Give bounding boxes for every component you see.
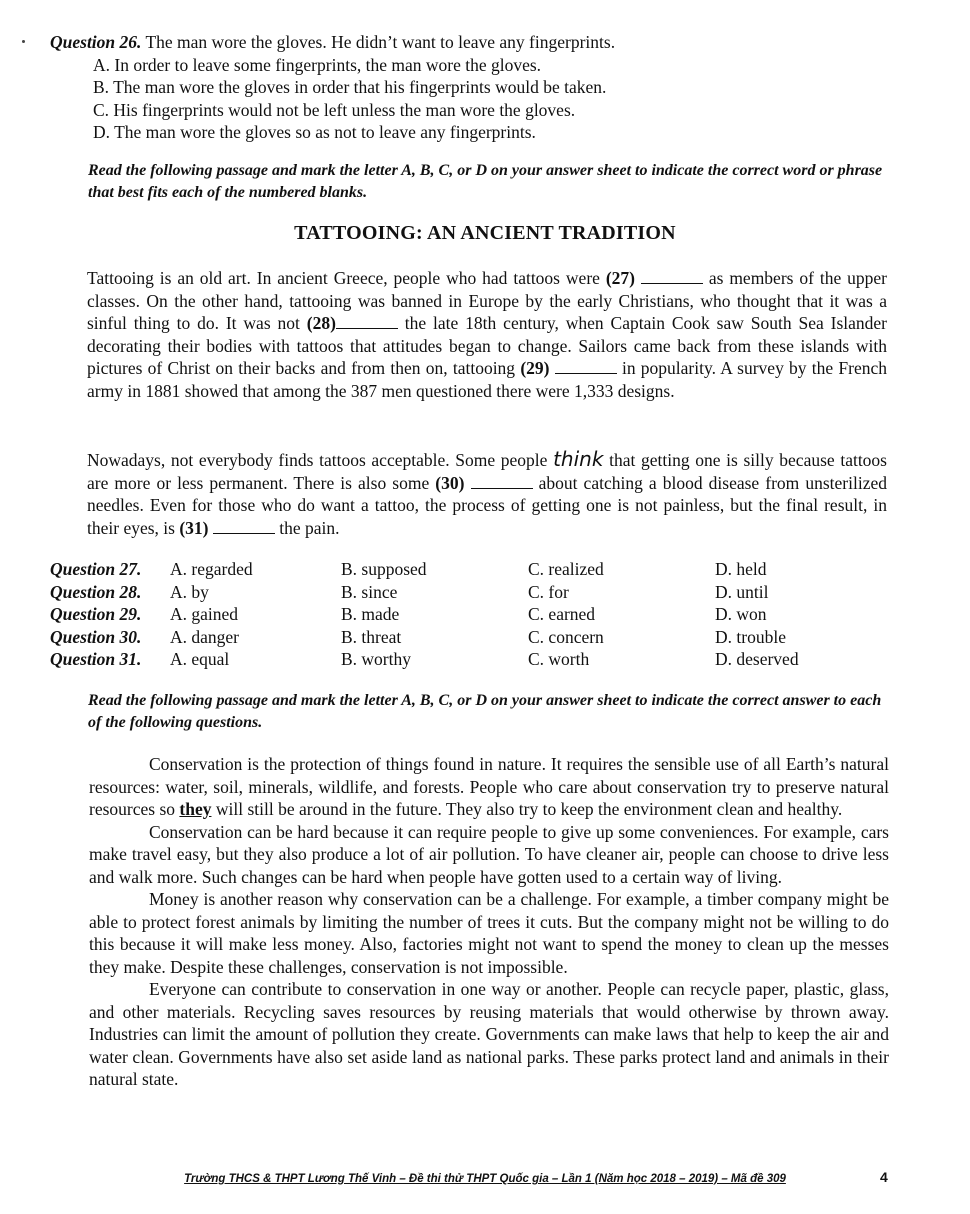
text-run: Tattooing is an old art. In ancient Greece, people who had tattoos were: [87, 268, 606, 288]
question-label: Question 28.: [50, 581, 142, 602]
option-a: A. gained: [170, 604, 239, 625]
passage-2-paragraph-4: Everyone can contribute to conservation in one way or another. People can recycle paper, plastic, glass, and other materials. Recycling saves resources by reusing materials that would otherwise by thrown away. Industries can limit the amount of pollution they create. Governments can make laws that help to keep the air and water clean. Governments have also set aside land as national parks. These parks protect land and animals in their natural state.: [89, 979, 889, 1089]
option-a: A. danger: [170, 626, 240, 647]
option-c: C. concern: [528, 626, 604, 647]
blank-number-27: (27): [605, 268, 635, 288]
question-26-text: The man wore the gloves. He didn’t want to leave any fingerprints.: [141, 32, 616, 52]
blank-number-31: (31): [179, 517, 209, 538]
blank-29: [555, 359, 617, 374]
text-run: about catching a blood disease from unsterilized needles. Even for those who do want a tattoo, the process of getting one is not painless, but the final result, in their eyes, is: [87, 472, 887, 538]
blank-number-29: (29): [520, 358, 550, 378]
option-b: B. since: [341, 581, 398, 602]
answer-row: [50, 603, 835, 626]
blank-31: [213, 519, 275, 534]
option-d: D. until: [715, 581, 769, 602]
passage-1-paragraph-1: [87, 267, 887, 402]
blank-30: [471, 474, 533, 489]
text-run: as members of the upper classes. On the other hand, tattooing was banned in Europe by the early Christians, who thought that it was a sinful thing to do. It was not: [87, 268, 888, 333]
passage-title: TATTOOING: AN ANCIENT TRADITION: [294, 222, 676, 244]
blank-number-30: (30): [435, 472, 465, 493]
text-run: will still be around in the future. They also try to keep the environment clean and healthy.: [211, 799, 843, 819]
option-d: D. held: [715, 559, 767, 579]
instruction-reading: Read the following passage and mark the letter A, B, C, or D on your answer sheet to indicate the correct answer to each of the following questions.: [88, 692, 882, 731]
instruction-cloze: Read the following passage and mark the letter A, B, C, or D on your answer sheet to indicate the correct word or phrase that best fits each of the numbered blanks.: [88, 162, 883, 201]
page-footer: Trường THCS & THPT Lương Thế Vinh – Đề thi thử THPT Quốc gia – Lần 1 (Năm học 2018 – 2019) – Mã đề 309: [184, 1173, 786, 1185]
text-run: the late 18th century, when Captain Cook saw South Sea Islander decorating their bodies with tattoos that attitudes began to change. Sailors came back from these islands with pictures of Christ on their backs and from then on, tattooing: [87, 313, 887, 378]
option-b: B. worthy: [341, 649, 411, 670]
blank-27: [641, 269, 703, 284]
question-26-label: Question 26.: [50, 32, 142, 52]
question-label: Question 29.: [50, 604, 142, 625]
question-26-stem: [50, 31, 920, 54]
passage-1-paragraph-2: [87, 448, 887, 539]
option-b: B. threat: [341, 626, 402, 647]
option-c: C. worth: [528, 649, 590, 670]
blank-number-28: (28): [306, 313, 336, 333]
question-label: Question 31.: [50, 649, 142, 670]
handwritten-word: think: [553, 447, 604, 471]
option-d: D. won: [715, 604, 767, 625]
option-d: D. trouble: [715, 626, 786, 647]
answer-row: [50, 581, 835, 604]
question-26: [50, 31, 920, 144]
option-d: D. deserved: [715, 649, 799, 670]
option-a: A. by: [170, 581, 209, 602]
passage-2: [89, 753, 889, 1091]
text-run: that getting one is silly because tattoos are more or less permanent. There is also some: [87, 450, 887, 493]
question-26-option-b: B. The man wore the gloves in order that his fingerprints would be taken.: [93, 77, 607, 97]
scan-speck: [22, 40, 25, 43]
option-a: A. regarded: [170, 559, 253, 579]
text-run: Conservation is the protection of things found in nature. It requires the sensible use of all Earth’s natural resources: water, soil, minerals, wildlife, and forests. People who care about conservation try to preserve natural resources so: [89, 754, 889, 819]
option-b: B. supposed: [341, 559, 427, 579]
answer-options-table: [50, 558, 835, 671]
answer-row: [50, 648, 835, 671]
passage-2-paragraph-2: Conservation can be hard because it can require people to give up some conveniences. For example, cars make travel easy, but they also produce a lot of air pollution. To have cleaner air, people can choose to drive less and walk more. Such changes can be hard when people have gotten used to a certain way of living.: [89, 821, 889, 887]
page-number: 4: [880, 1169, 888, 1185]
question-26-option-a: A. In order to leave some fingerprints, the man wore the gloves.: [93, 54, 542, 75]
option-c: C. earned: [528, 604, 596, 625]
option-a: A. equal: [170, 649, 230, 670]
question-label: Question 30.: [50, 626, 142, 647]
option-c: C. realized: [528, 559, 604, 579]
option-b: B. made: [341, 604, 400, 625]
passage-2-paragraph-3: Money is another reason why conservation can be a challenge. For example, a timber company might be able to protect forest animals by limiting the number of trees it cuts. But the company might not be willing to do this because it will make less money. Also, factories might not want to spend the money to clean up the messes they make. Despite these challenges, conservation is not impossible.: [89, 889, 889, 977]
question-26-option-c: C. His fingerprints would not be left unless the man wore the gloves.: [93, 99, 576, 120]
question-26-option-d: D. The man wore the gloves so as not to leave any fingerprints.: [93, 122, 536, 142]
text-run: Nowadays, not everybody finds tattoos acceptable. Some people: [87, 450, 554, 470]
text-run: in popularity. A survey by the French army in 1881 showed that among the 387 men questioned there were 1,333 designs.: [87, 358, 888, 401]
blank-28: [336, 314, 398, 329]
option-c: C. for: [528, 581, 569, 602]
text-run: the pain.: [274, 517, 340, 538]
answer-row: [50, 626, 835, 649]
passage-2-paragraph-1: [89, 753, 889, 821]
answer-row: [50, 558, 835, 581]
underlined-word: they: [179, 799, 212, 819]
question-label: Question 27.: [50, 559, 142, 579]
